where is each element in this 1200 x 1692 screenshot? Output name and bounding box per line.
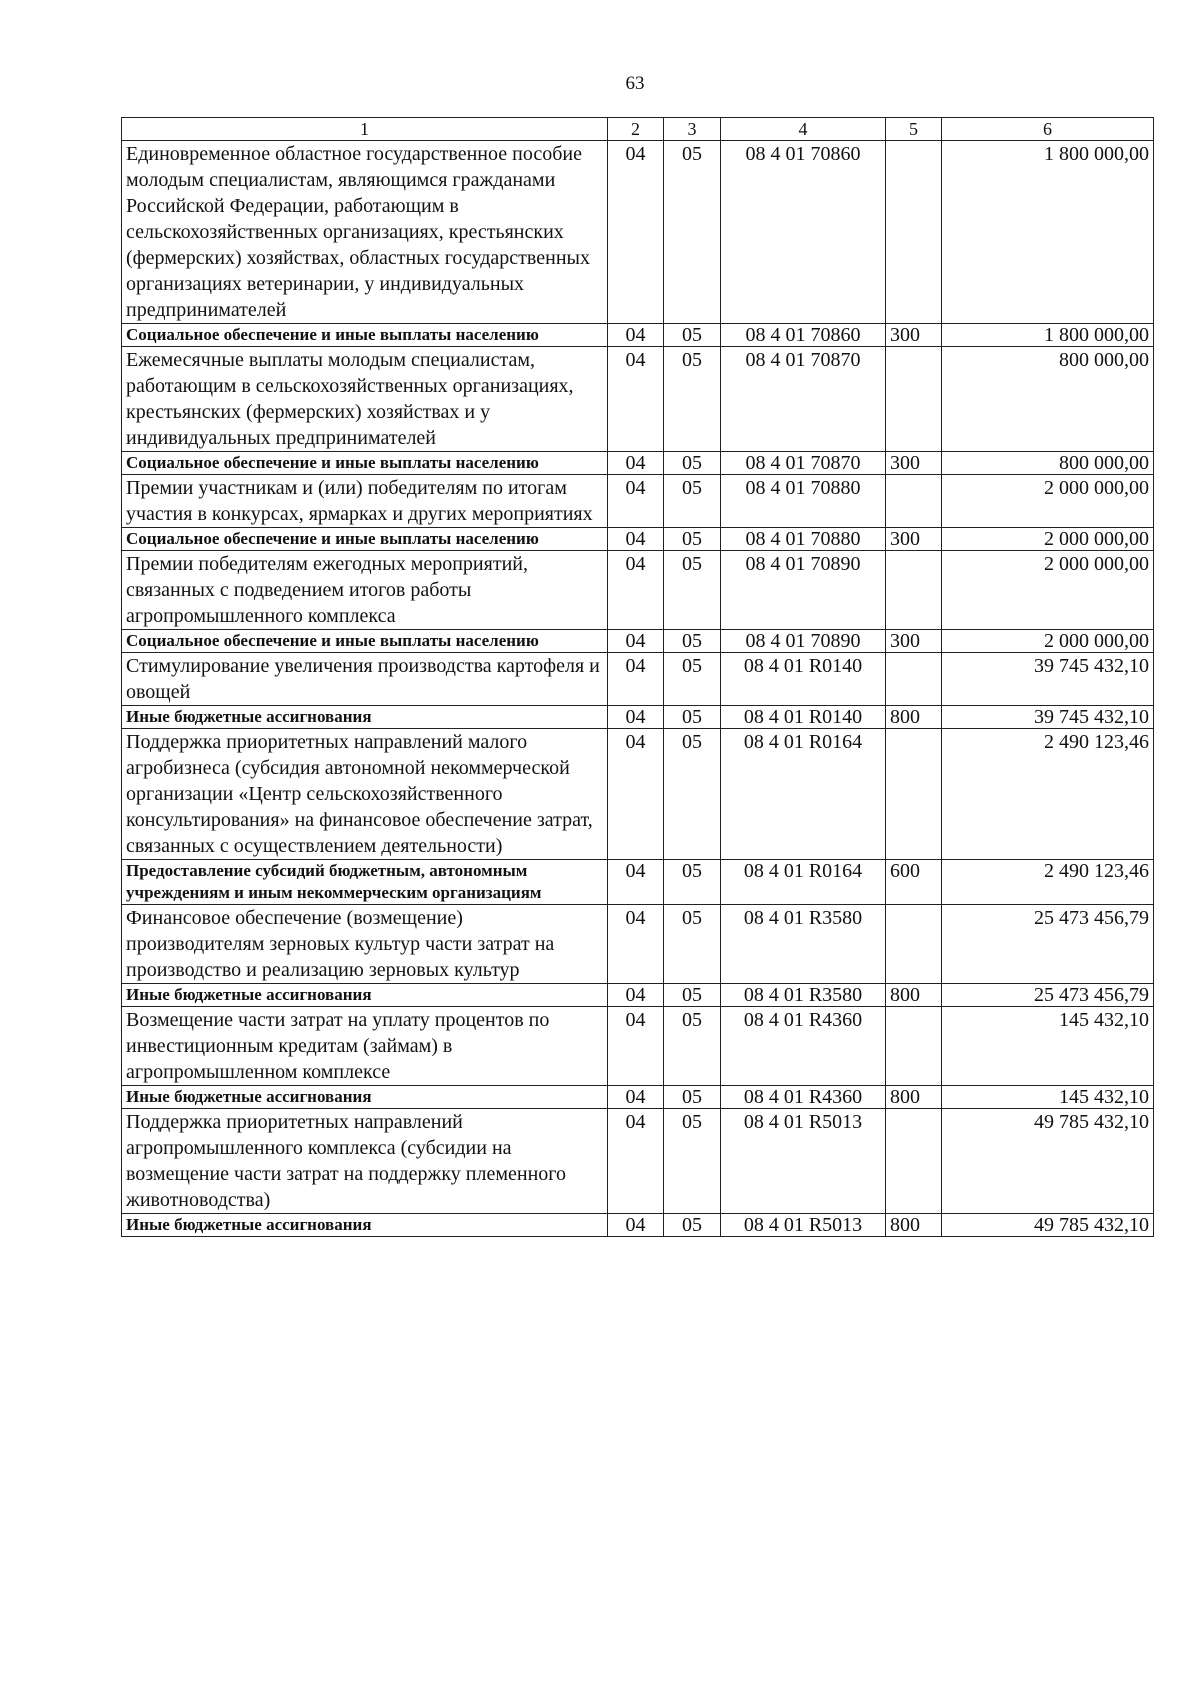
row-section-cell: 04 bbox=[608, 347, 664, 452]
table-row bbox=[122, 141, 1154, 324]
row-subsection-cell: 05 bbox=[664, 1007, 721, 1086]
row-name-cell: Социальное обеспечение и иные выплаты населению bbox=[122, 452, 608, 475]
row-expense-type-cell: 300 bbox=[886, 324, 942, 347]
row-subsection-cell: 05 bbox=[664, 324, 721, 347]
row-amount-cell: 2 490 123,46 bbox=[942, 860, 1154, 905]
row-amount-cell: 25 473 456,79 bbox=[942, 905, 1154, 984]
table-row bbox=[122, 1109, 1154, 1214]
table-row bbox=[122, 452, 1154, 475]
row-expense-type-cell: 300 bbox=[886, 630, 942, 653]
table-row bbox=[122, 1086, 1154, 1109]
row-subsection-cell: 05 bbox=[664, 141, 721, 324]
row-expense-type-cell: 800 bbox=[886, 706, 942, 729]
row-target-article-cell: 08 4 01 R0164 bbox=[721, 729, 886, 860]
table-row bbox=[122, 1007, 1154, 1086]
table-row bbox=[122, 475, 1154, 528]
row-amount-cell: 1 800 000,00 bbox=[942, 324, 1154, 347]
page-number: 63 bbox=[625, 73, 645, 94]
row-target-article-cell: 08 4 01 70860 bbox=[721, 324, 886, 347]
row-name-cell: Премии участникам и (или) победителям по итогам участия в конкурсах, ярмарках и других мероприятиях bbox=[122, 475, 608, 528]
row-expense-type-cell: 800 bbox=[886, 984, 942, 1007]
header-cell-5: 5 bbox=[886, 118, 942, 141]
row-subsection-cell: 05 bbox=[664, 630, 721, 653]
row-section-cell: 04 bbox=[608, 1086, 664, 1109]
row-name-cell: Возмещение части затрат на уплату процентов по инвестиционным кредитам (займам) в агропромышленном комплексе bbox=[122, 1007, 608, 1086]
row-subsection-cell: 05 bbox=[664, 653, 721, 706]
row-subsection-cell: 05 bbox=[664, 1086, 721, 1109]
row-expense-type-cell bbox=[886, 653, 942, 706]
row-target-article-cell: 08 4 01 R3580 bbox=[721, 905, 886, 984]
row-name-cell: Иные бюджетные ассигнования bbox=[122, 1086, 608, 1109]
row-section-cell: 04 bbox=[608, 1007, 664, 1086]
row-expense-type-cell: 600 bbox=[886, 860, 942, 905]
table-row bbox=[122, 984, 1154, 1007]
row-section-cell: 04 bbox=[608, 729, 664, 860]
table-row bbox=[122, 551, 1154, 630]
row-amount-cell: 1 800 000,00 bbox=[942, 141, 1154, 324]
header-row bbox=[122, 118, 1154, 141]
header-cell-3: 3 bbox=[664, 118, 721, 141]
row-section-cell: 04 bbox=[608, 860, 664, 905]
row-expense-type-cell: 300 bbox=[886, 452, 942, 475]
row-expense-type-cell: 800 bbox=[886, 1086, 942, 1109]
row-subsection-cell: 05 bbox=[664, 452, 721, 475]
row-expense-type-cell bbox=[886, 905, 942, 984]
row-target-article-cell: 08 4 01 70880 bbox=[721, 475, 886, 528]
row-expense-type-cell: 300 bbox=[886, 528, 942, 551]
header-cell-6: 6 bbox=[942, 118, 1154, 141]
row-name-cell: Поддержка приоритетных направлений агропромышленного комплекса (субсидии на возмещение части затрат на поддержку племенного животноводства) bbox=[122, 1109, 608, 1214]
row-target-article-cell: 08 4 01 R5013 bbox=[721, 1109, 886, 1214]
row-section-cell: 04 bbox=[608, 475, 664, 528]
table-row bbox=[122, 324, 1154, 347]
row-amount-cell: 2 000 000,00 bbox=[942, 551, 1154, 630]
row-subsection-cell: 05 bbox=[664, 475, 721, 528]
table-row bbox=[122, 706, 1154, 729]
row-target-article-cell: 08 4 01 R5013 bbox=[721, 1214, 886, 1237]
row-target-article-cell: 08 4 01 70870 bbox=[721, 452, 886, 475]
row-name-cell: Иные бюджетные ассигнования bbox=[122, 984, 608, 1007]
row-target-article-cell: 08 4 01 R0140 bbox=[721, 706, 886, 729]
row-subsection-cell: 05 bbox=[664, 984, 721, 1007]
row-section-cell: 04 bbox=[608, 452, 664, 475]
row-target-article-cell: 08 4 01 70890 bbox=[721, 551, 886, 630]
row-amount-cell: 49 785 432,10 bbox=[942, 1214, 1154, 1237]
row-amount-cell: 2 000 000,00 bbox=[942, 630, 1154, 653]
row-amount-cell: 39 745 432,10 bbox=[942, 653, 1154, 706]
row-subsection-cell: 05 bbox=[664, 551, 721, 630]
row-amount-cell: 39 745 432,10 bbox=[942, 706, 1154, 729]
row-name-cell: Предоставление субсидий бюджетным, автономным учреждениям и иным некоммерческим организациям bbox=[122, 860, 608, 905]
row-name-cell: Социальное обеспечение и иные выплаты населению bbox=[122, 324, 608, 347]
row-subsection-cell: 05 bbox=[664, 347, 721, 452]
row-section-cell: 04 bbox=[608, 653, 664, 706]
row-target-article-cell: 08 4 01 R3580 bbox=[721, 984, 886, 1007]
table-row bbox=[122, 860, 1154, 905]
row-section-cell: 04 bbox=[608, 984, 664, 1007]
row-section-cell: 04 bbox=[608, 1109, 664, 1214]
header-cell-2: 2 bbox=[608, 118, 664, 141]
budget-table bbox=[121, 117, 1154, 1237]
row-amount-cell: 145 432,10 bbox=[942, 1007, 1154, 1086]
row-name-cell: Премии победителям ежегодных мероприятий, связанных с подведением итогов работы агропромышленного комплекса bbox=[122, 551, 608, 630]
row-expense-type-cell bbox=[886, 347, 942, 452]
row-amount-cell: 2 490 123,46 bbox=[942, 729, 1154, 860]
row-name-cell: Поддержка приоритетных направлений малого агробизнеса (субсидия автономной некоммерческой организации «Центр сельскохозяйственного консультирования» на финансовое обеспечение затрат, связанных с осуществлением деятельности) bbox=[122, 729, 608, 860]
header-cell-4: 4 bbox=[721, 118, 886, 141]
row-name-cell: Финансовое обеспечение (возмещение) производителям зерновых культур части затрат на производство и реализацию зерновых культур bbox=[122, 905, 608, 984]
row-name-cell: Иные бюджетные ассигнования bbox=[122, 1214, 608, 1237]
row-expense-type-cell bbox=[886, 1007, 942, 1086]
row-amount-cell: 49 785 432,10 bbox=[942, 1109, 1154, 1214]
row-amount-cell: 800 000,00 bbox=[942, 347, 1154, 452]
row-expense-type-cell bbox=[886, 729, 942, 860]
table-row bbox=[122, 630, 1154, 653]
row-section-cell: 04 bbox=[608, 630, 664, 653]
row-subsection-cell: 05 bbox=[664, 905, 721, 984]
row-amount-cell: 800 000,00 bbox=[942, 452, 1154, 475]
row-target-article-cell: 08 4 01 70890 bbox=[721, 630, 886, 653]
row-section-cell: 04 bbox=[608, 706, 664, 729]
header-cell-1: 1 bbox=[122, 118, 608, 141]
row-target-article-cell: 08 4 01 R4360 bbox=[721, 1007, 886, 1086]
row-expense-type-cell bbox=[886, 551, 942, 630]
row-name-cell: Социальное обеспечение и иные выплаты населению bbox=[122, 630, 608, 653]
row-amount-cell: 145 432,10 bbox=[942, 1086, 1154, 1109]
table-row bbox=[122, 653, 1154, 706]
row-name-cell: Социальное обеспечение и иные выплаты населению bbox=[122, 528, 608, 551]
table-row bbox=[122, 347, 1154, 452]
table-row bbox=[122, 729, 1154, 860]
row-amount-cell: 25 473 456,79 bbox=[942, 984, 1154, 1007]
table-row bbox=[122, 528, 1154, 551]
table-row bbox=[122, 1214, 1154, 1237]
row-name-cell: Иные бюджетные ассигнования bbox=[122, 706, 608, 729]
row-target-article-cell: 08 4 01 R4360 bbox=[721, 1086, 886, 1109]
row-section-cell: 04 bbox=[608, 905, 664, 984]
row-expense-type-cell: 800 bbox=[886, 1214, 942, 1237]
row-amount-cell: 2 000 000,00 bbox=[942, 528, 1154, 551]
row-name-cell: Ежемесячные выплаты молодым специалистам, работающим в сельскохозяйственных организациях, крестьянских (фермерских) хозяйствах и у индивидуальных предпринимателей bbox=[122, 347, 608, 452]
row-subsection-cell: 05 bbox=[664, 1214, 721, 1237]
row-expense-type-cell bbox=[886, 1109, 942, 1214]
row-target-article-cell: 08 4 01 70880 bbox=[721, 528, 886, 551]
row-name-cell: Стимулирование увеличения производства картофеля и овощей bbox=[122, 653, 608, 706]
row-subsection-cell: 05 bbox=[664, 1109, 721, 1214]
row-section-cell: 04 bbox=[608, 1214, 664, 1237]
row-target-article-cell: 08 4 01 70860 bbox=[721, 141, 886, 324]
table-row bbox=[122, 905, 1154, 984]
row-section-cell: 04 bbox=[608, 528, 664, 551]
row-section-cell: 04 bbox=[608, 141, 664, 324]
row-subsection-cell: 05 bbox=[664, 706, 721, 729]
row-subsection-cell: 05 bbox=[664, 729, 721, 860]
row-section-cell: 04 bbox=[608, 324, 664, 347]
row-target-article-cell: 08 4 01 R0164 bbox=[721, 860, 886, 905]
row-target-article-cell: 08 4 01 70870 bbox=[721, 347, 886, 452]
row-target-article-cell: 08 4 01 R0140 bbox=[721, 653, 886, 706]
row-section-cell: 04 bbox=[608, 551, 664, 630]
row-subsection-cell: 05 bbox=[664, 860, 721, 905]
row-subsection-cell: 05 bbox=[664, 528, 721, 551]
row-amount-cell: 2 000 000,00 bbox=[942, 475, 1154, 528]
row-name-cell: Единовременное областное государственное пособие молодым специалистам, являющимся гражданами Российской Федерации, работающим в сельскохозяйственных организациях, крестьянских (фермерских) хозяйствах, областных государственных организациях ветеринарии, у индивидуальных предпринимателей bbox=[122, 141, 608, 324]
row-expense-type-cell bbox=[886, 475, 942, 528]
row-expense-type-cell bbox=[886, 141, 942, 324]
